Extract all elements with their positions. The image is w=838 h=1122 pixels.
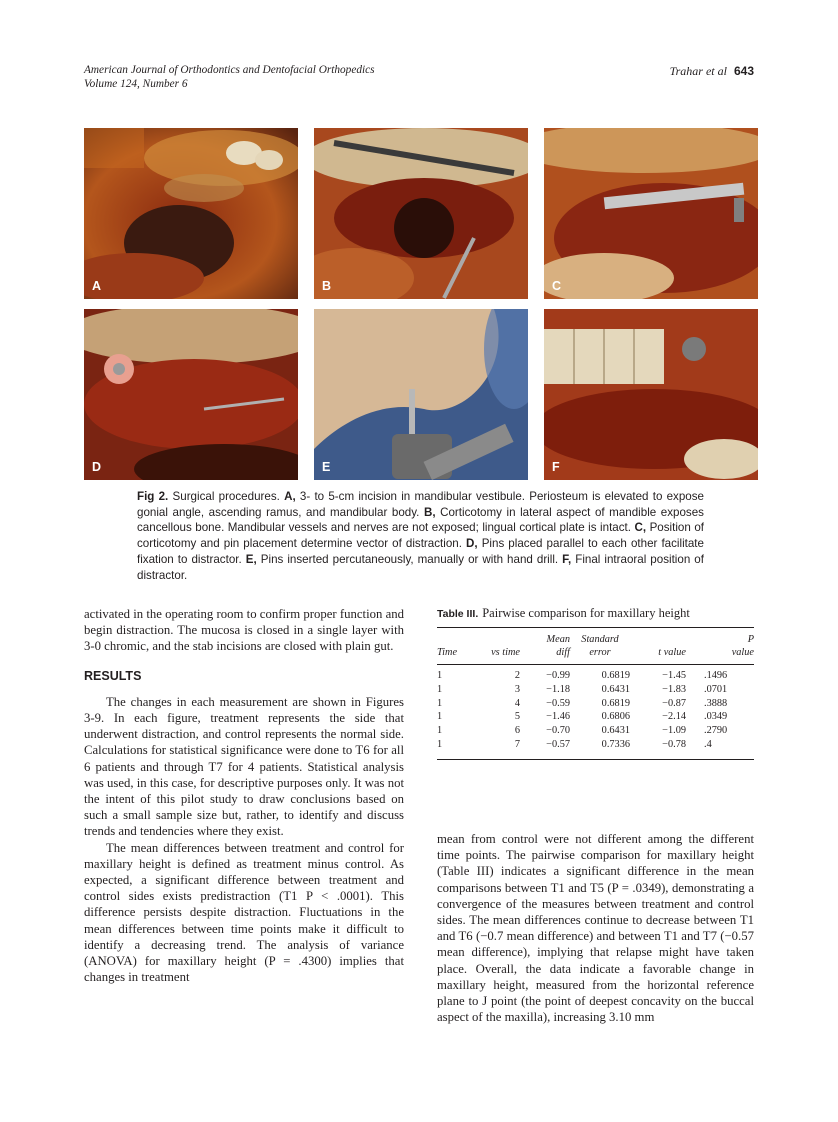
table-cell: −1.18 xyxy=(546,683,570,695)
table-cell: .0349 xyxy=(704,711,728,723)
table-label: Table III. xyxy=(437,608,479,620)
table-row xyxy=(437,683,754,697)
table-grid xyxy=(437,627,754,760)
panel-label-a: A xyxy=(92,279,102,293)
table-cell: −0.70 xyxy=(546,725,570,737)
caption-intro: Surgical procedures. xyxy=(172,490,280,503)
figure-panel-c xyxy=(544,128,758,299)
results-heading: RESULTS xyxy=(84,668,142,683)
table-header-cell: t value xyxy=(630,647,686,665)
left-column xyxy=(84,606,404,985)
right-para-1: mean from control were not different among the different time points. The pairwise comparison for maxillary height (Table III) indicates a significant difference in the mean comparisons between T1 and T5 (P = .0349), demonstrating a convergence of the measures between treatment and control sides. The mean differences continue to decrease between T1 and T6 (−0.7 mean difference) and between T1 and T7 (−0.57 mean difference), implying that relapse might have taken place. Overall, the data indicate a favorable change in maxillary height, measured from the horizontal reference plane to J point (the point of deepest concavity on the buccal aspect of the maxilla), increasing 3.10 mm xyxy=(437,832,754,1025)
panel-label-d: D xyxy=(92,460,102,474)
table-cell: −0.59 xyxy=(546,697,570,709)
caption-text-d: Pins placed parallel to each other facilitate fixation to distractor. xyxy=(137,537,704,566)
table-cell: 1 xyxy=(437,711,443,723)
table-cell: 0.6819 xyxy=(601,697,630,709)
table-cell: −1.45 xyxy=(662,670,686,681)
table-cell: .2790 xyxy=(704,725,728,737)
table-header-cell xyxy=(473,628,520,647)
surgical-photo-e xyxy=(314,309,528,480)
caption-text-c: Position of corticotomy and pin placement determine vector of distraction. xyxy=(137,521,704,551)
table-header-cell: P xyxy=(747,634,754,645)
table-header-cell: value xyxy=(686,647,754,665)
surgical-photo-b xyxy=(314,128,528,299)
caption-label-a: A, xyxy=(284,490,296,503)
surgical-photo-c xyxy=(544,128,758,299)
surgical-photo-f xyxy=(544,309,758,480)
running-header-page xyxy=(670,64,754,79)
page-number: 643 xyxy=(733,64,754,78)
figure-caption xyxy=(137,489,704,583)
table-cell: 1 xyxy=(437,738,473,759)
table-iii xyxy=(437,606,754,760)
table-header-cell: Mean xyxy=(546,634,570,645)
figure-panel-f xyxy=(544,309,758,480)
table-cell: 0.6819 xyxy=(601,670,630,681)
table-cell: .3888 xyxy=(704,697,728,709)
table-row xyxy=(437,738,754,759)
table-row xyxy=(437,724,754,738)
left-para-2: The changes in each measurement are shown in Figures 3-9. In each figure, treatment represents the side that underwent distraction, and control represents the normal side. Calculations for statistical significance were done to T6 for all 6 patients and through T7 for 4 patients. Statistical analysis was used, in this case, for descriptive purposes only. It was not the intent of this pilot study to draw conclusions based on such a small sample size but, rather, to identify and discuss trends and tendencies where they exist. xyxy=(84,694,404,839)
figure-panel-d xyxy=(84,309,298,480)
table-title-text: Pairwise comparison for maxillary height xyxy=(482,606,690,620)
table-cell: 2 xyxy=(514,670,520,681)
caption-text-e: Pins inserted percutaneously, manually or with hand drill. xyxy=(260,552,559,566)
caption-label-e: E, xyxy=(245,552,257,566)
table-cell: 5 xyxy=(514,711,520,723)
table-cell: −0.99 xyxy=(546,670,570,681)
table-cell: .1496 xyxy=(704,670,728,681)
left-para-3: The mean differences between treatment and control for maxillary height is defined as treatment minus control. As expected, a significant difference between treatment and control sides exists predistraction (T1 P < .0001). This difference persists despite distraction. Fluctuations in the mean differences between time points make it difficult to identify a decreasing trend. The analysis of variance (ANOVA) for maxillary height (P = .4300) implies that changes in treatment xyxy=(84,840,404,985)
panel-label-c: C xyxy=(552,279,562,293)
table-cell: 7 xyxy=(473,738,520,759)
journal-volume: Volume 124, Number 6 xyxy=(84,77,188,90)
table-header-cell: vs time xyxy=(473,647,520,665)
table-cell: −1.09 xyxy=(662,725,686,737)
surgical-photo-d xyxy=(84,309,298,480)
panel-label-b: B xyxy=(322,279,332,293)
table-cell: −0.87 xyxy=(662,697,686,709)
caption-label-f: F, xyxy=(562,552,572,566)
table-cell: −0.57 xyxy=(520,738,570,759)
table-cell: 1 xyxy=(437,683,443,695)
table-cell: 4 xyxy=(514,697,520,709)
panel-label-e: E xyxy=(322,460,331,474)
table-cell: −0.78 xyxy=(630,738,686,759)
table-cell: 0.6431 xyxy=(601,683,630,695)
caption-label-c: C, xyxy=(634,521,647,535)
table-cell: 1 xyxy=(437,697,443,709)
table-cell: 1 xyxy=(437,725,443,737)
table-header-cell: Time xyxy=(437,647,473,665)
right-column xyxy=(437,831,754,1025)
table-row xyxy=(437,710,754,724)
table-cell: −1.46 xyxy=(546,711,570,723)
surgical-photo-a xyxy=(84,128,298,299)
table-cell: .4 xyxy=(686,738,754,759)
table-cell: −2.14 xyxy=(662,711,686,723)
table-cell: 0.6431 xyxy=(601,725,630,737)
table-cell: 3 xyxy=(514,683,520,695)
table-cell: 1 xyxy=(437,670,443,681)
caption-text-a: 3- to 5-cm incision in mandibular vestibule. Periosteum is elevated to expose gonial angle, ascending ramus, and mandibular body. xyxy=(137,490,704,519)
table-cell: 0.6806 xyxy=(601,711,630,723)
figure-panel-a xyxy=(84,128,298,299)
figure-panel-e xyxy=(314,309,528,480)
figure-panel-b xyxy=(314,128,528,299)
caption-fig-label: Fig 2. xyxy=(137,490,169,503)
table-cell: −1.83 xyxy=(662,683,686,695)
table-header-cell xyxy=(437,628,473,647)
left-para-1: activated in the operating room to confirm proper function and begin distraction. The mucosa is closed in a single layer with 3-0 chromic, and the stab incisions are closed with plain gut. xyxy=(84,607,404,654)
journal-title: American Journal of Orthodontics and Dentofacial Orthopedics xyxy=(84,64,375,76)
table-cell: 0.7336 xyxy=(570,738,630,759)
table-header-cell xyxy=(630,628,686,647)
table-header-cell: error xyxy=(570,647,630,665)
caption-text-b: Corticotomy in lateral aspect of mandible exposes cancellous bone. Mandibular vessels and nerves are not exposed; lingual cortical plate is intact. xyxy=(137,505,704,535)
panel-label-f: F xyxy=(552,460,560,474)
caption-text-f: Final intraoral position of distractor. xyxy=(137,552,704,582)
table-cell: 6 xyxy=(514,725,520,737)
table-header-cell: Standard xyxy=(581,634,619,645)
running-authors: Trahar et al xyxy=(669,64,727,78)
table-row xyxy=(437,665,754,683)
caption-label-d: D, xyxy=(466,537,478,551)
table-row xyxy=(437,697,754,711)
caption-label-b: B, xyxy=(423,505,436,519)
table-title xyxy=(437,606,754,621)
table-header-cell: diff xyxy=(520,647,570,665)
running-header-journal xyxy=(84,64,375,91)
table-cell: .0701 xyxy=(704,683,728,695)
